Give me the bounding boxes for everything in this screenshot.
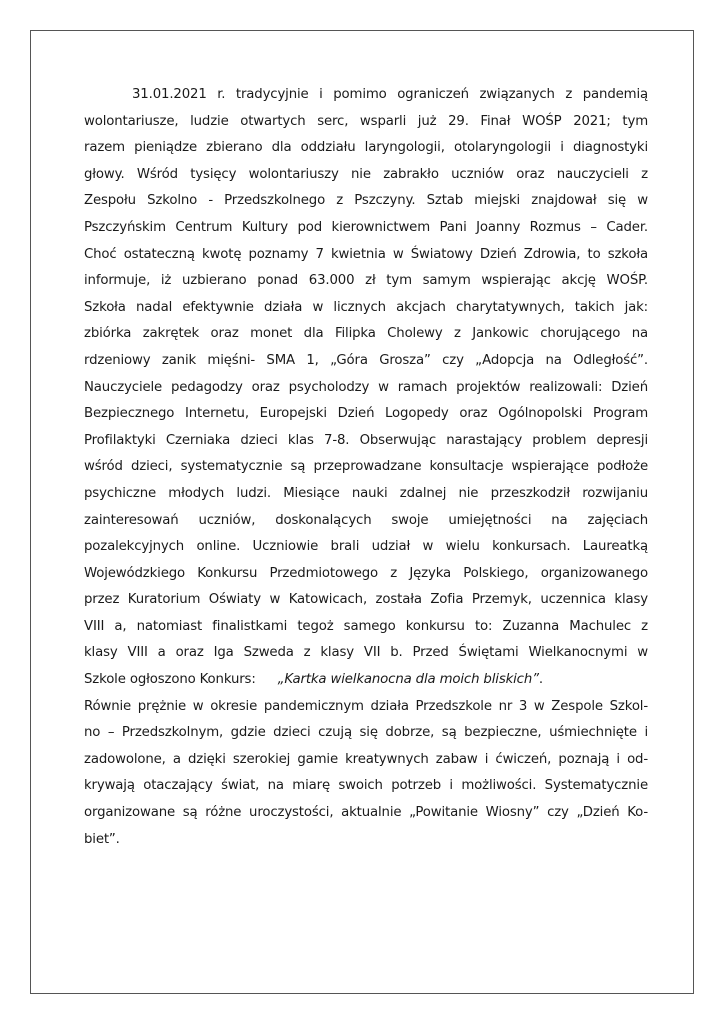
text-line: pozalekcyjnych online. Uczniowie brali udział w wielu konkursach. Laureatką — [84, 539, 648, 555]
text-line: głowy. Wśród tysięcy wolontariuszy nie zabrakło uczniów oraz nauczycieli z — [84, 166, 648, 182]
text-line: Choć ostateczną kwotę poznamy 7 kwietnia w Światowy Dzień Zdrowia, to szkoła — [84, 246, 648, 262]
text-line-contest — [84, 667, 648, 694]
text-line: Profilaktyki Czerniaka dzieci klas 7-8. Obserwując narastający problem depresji — [84, 432, 648, 448]
contest-intro: Szkole ogłoszono Konkurs: — [84, 672, 256, 688]
text-line: klasy VIII a oraz Iga Szweda z klasy VII b. Przed Świętami Wielkanocnymi w — [84, 645, 648, 661]
text-line: psychiczne młodych ludzi. Miesiące nauki zdalnej nie przeszkodził rozwijaniu — [84, 485, 648, 501]
text-line: zainteresowań uczniów, doskonalących swoje umiejętności na zajęciach — [84, 512, 648, 528]
text-line: zbiórka zakrętek oraz monet dla Filipka Cholewy z Jankowic chorującego na — [84, 326, 648, 342]
text-line: zadowolone, a dzięki szerokiej gamie kreatywnych zabaw i ćwiczeń, poznają i od- — [84, 751, 648, 767]
text-line: wolontariusze, ludzie otwartych serc, wsparli już 29. Finał WOŚP 2021; tym — [84, 113, 648, 129]
text-line: Nauczyciele pedagodzy oraz psycholodzy w ramach projektów realizowali: Dzień — [84, 379, 648, 395]
text-line: biet”. — [84, 831, 120, 847]
text-line: 31.01.2021 r. tradycyjnie i pomimo ograniczeń związanych z pandemią — [132, 87, 648, 102]
text-line: organizowane są różne uroczystości, aktualnie „Powitanie Wiosny” czy „Dzień Ko- — [84, 805, 648, 821]
text-line: Bezpiecznego Internetu, Europejski Dzień Logopedy oraz Ogólnopolski Program — [84, 406, 648, 422]
text-line: wśród dzieci, systematycznie są przeprowadzane konsultacje wspierające podłoże — [84, 459, 648, 475]
text-line: Pszczyńskim Centrum Kultury pod kierownictwem Pani Joanny Rozmus – Cader. — [84, 219, 648, 235]
text-line: razem pieniądze zbierano dla oddziału laryngologii, otolaryngologii i diagnostyki — [84, 140, 648, 156]
text-line: krywają otaczający świat, na miarę swoich potrzeb i możliwości. Systematycznie — [84, 778, 648, 794]
text-line: VIII a, natomiast finalistkami tegoż samego konkursu to: Zuzanna Machulec z — [84, 618, 648, 634]
document-body — [84, 82, 648, 853]
text-line: Równie prężnie w okresie pandemicznym działa Przedszkole nr 3 w Zespole Szkol- — [84, 698, 648, 714]
paragraph-preschool — [84, 694, 648, 854]
text-line: informuje, iż uzbierano ponad 63.000 zł tym samym wspierając akcję WOŚP. — [84, 273, 648, 289]
contest-period: . — [538, 672, 543, 688]
paragraph-wosp — [84, 82, 648, 694]
contest-title: „Kartka wielkanocna dla moich bliskich” — [277, 672, 539, 688]
text-line: przez Kuratorium Oświaty w Katowicach, została Zofia Przemyk, uczennica klasy — [84, 592, 648, 608]
text-line: no – Przedszkolnym, gdzie dzieci czują się dobrze, są bezpieczne, uśmiechnięte i — [84, 725, 648, 741]
text-line: Wojewódzkiego Konkursu Przedmiotowego z Języka Polskiego, organizowanego — [84, 565, 648, 581]
text-line: Zespołu Szkolno - Przedszkolnego z Pszczyny. Sztab miejski znajdował się w — [84, 193, 648, 209]
text-line: rdzeniowy zanik mięśni- SMA 1, „Góra Grosza” czy „Adopcja na Odległość”. — [84, 352, 648, 368]
text-line: Szkoła nadal efektywnie działa w licznych akcjach charytatywnych, takich jak: — [84, 299, 648, 315]
